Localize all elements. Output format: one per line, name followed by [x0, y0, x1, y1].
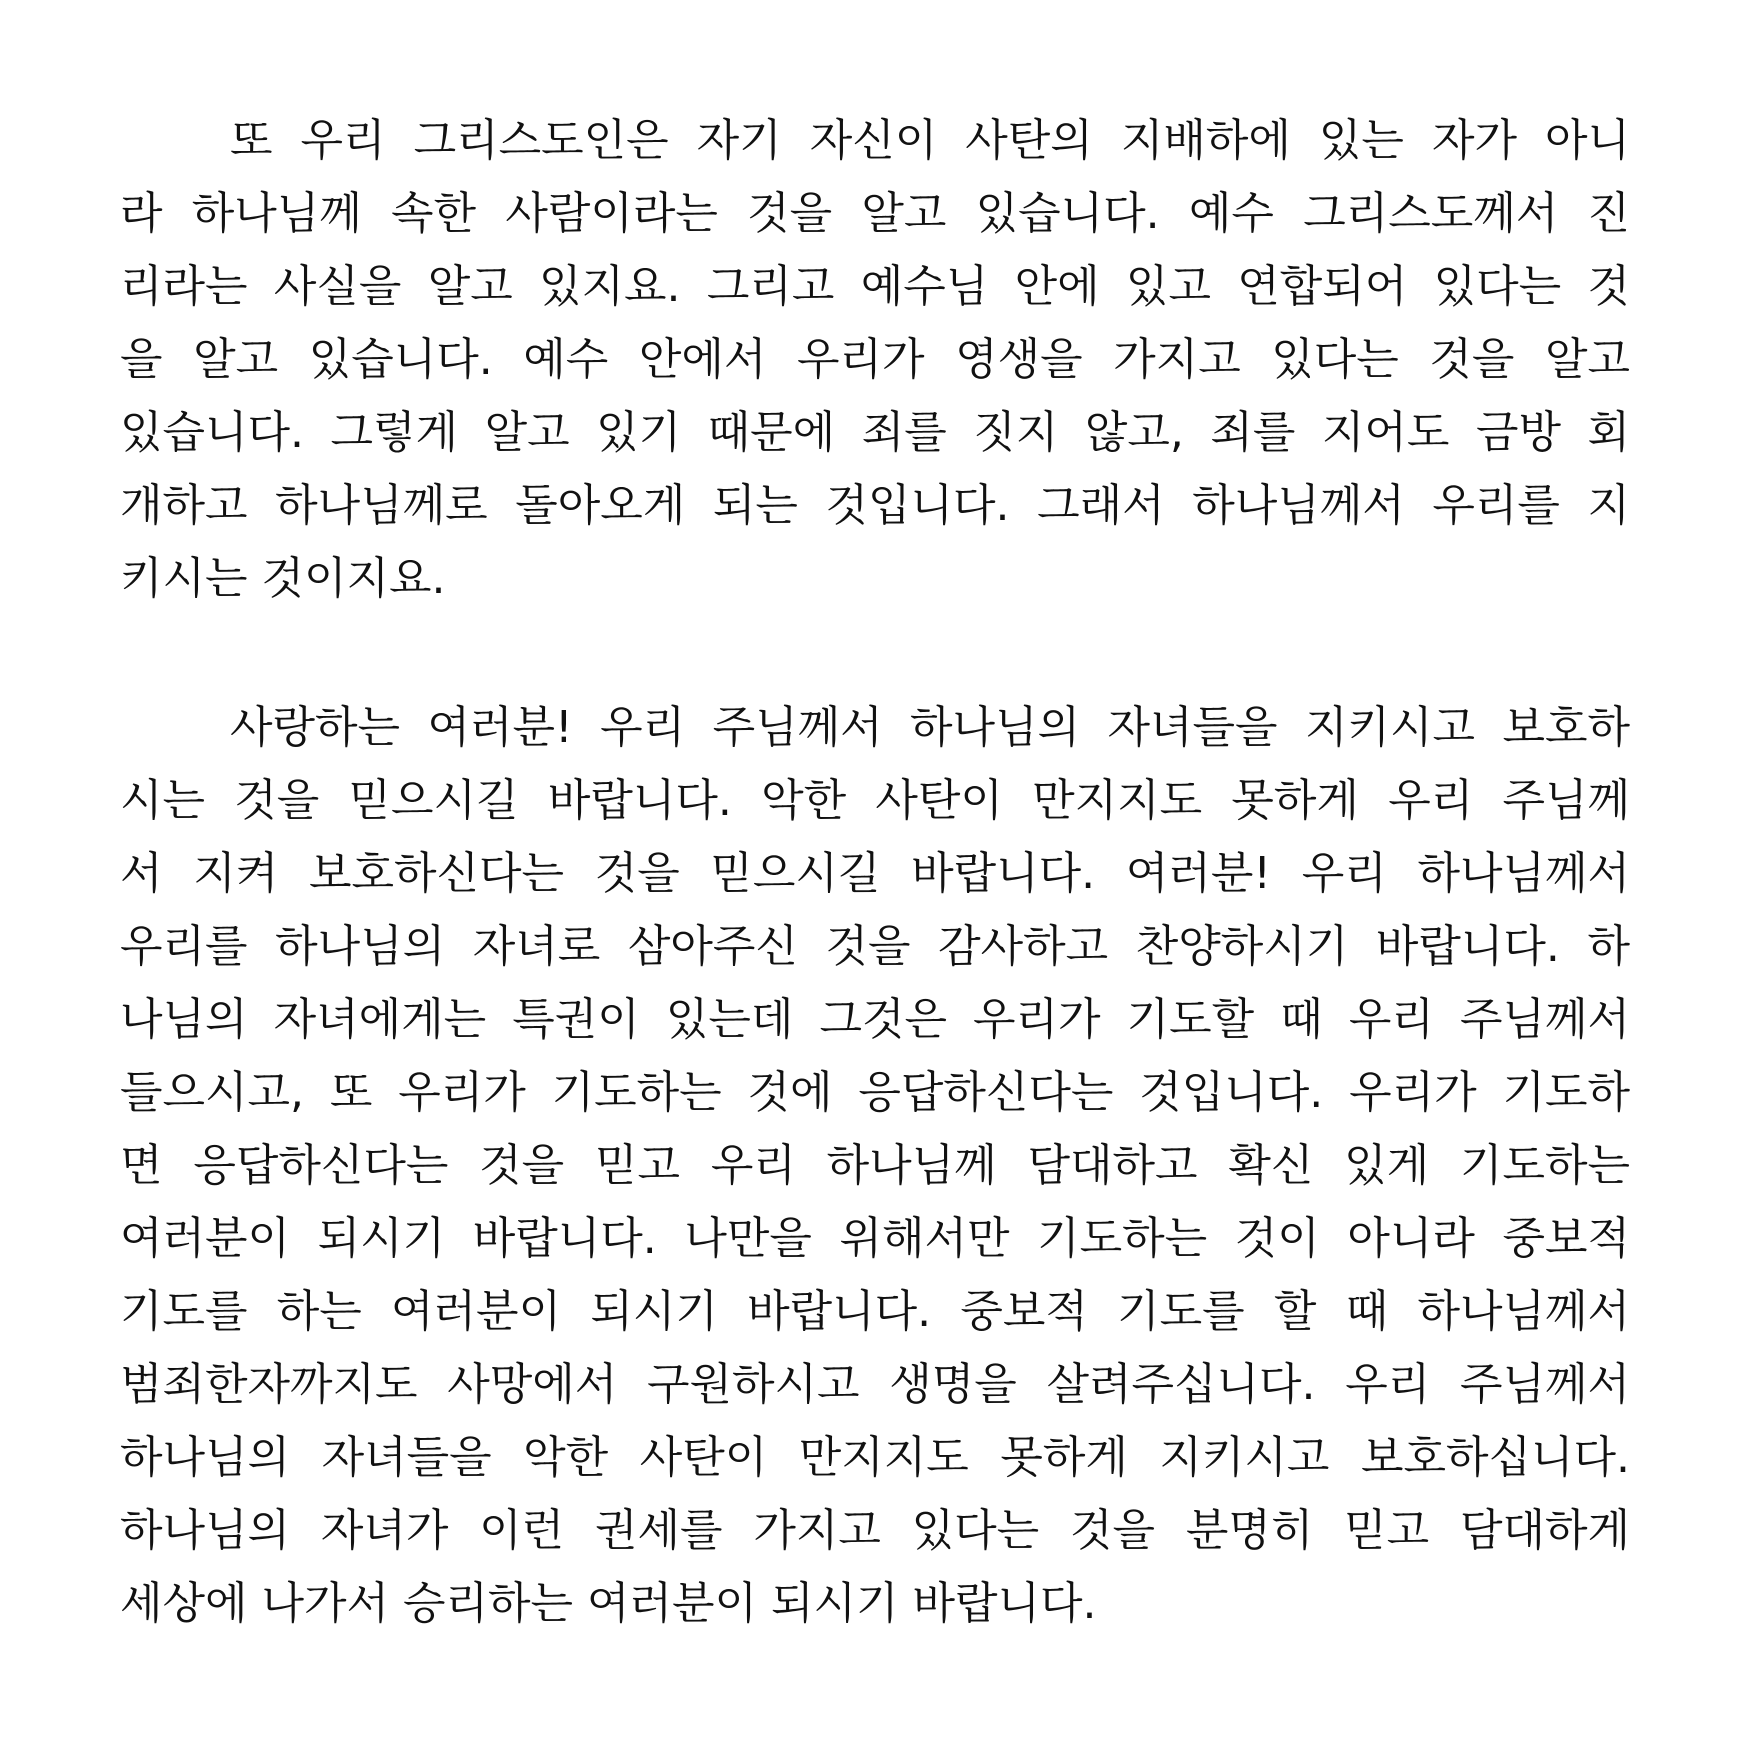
text-line: 서 지켜 보호하신다는 것을 믿으시길 바랍니다. 여러분! 우리 하나님께서: [120, 848, 1630, 899]
text-line: 하나님의 자녀가 이런 권세를 가지고 있다는 것을 분명히 믿고 담대하게: [120, 1505, 1630, 1556]
text-line: 사랑하는 여러분! 우리 주님께서 하나님의 자녀들을 지키시고 보호하: [230, 702, 1630, 753]
text-line: 면 응답하신다는 것을 믿고 우리 하나님께 담대하고 확신 있게 기도하는: [120, 1140, 1630, 1191]
text-line: 세상에 나가서 승리하는 여러분이 되시기 바랍니다.: [120, 1578, 1097, 1629]
text-line: 을 알고 있습니다. 예수 안에서 우리가 영생을 가지고 있다는 것을 알고: [120, 334, 1630, 385]
text-line: 범죄한자까지도 사망에서 구원하시고 생명을 살려주십니다. 우리 주님께서: [120, 1359, 1630, 1410]
text-line: 들으시고, 또 우리가 기도하는 것에 응답하신다는 것입니다. 우리가 기도하: [120, 1067, 1630, 1118]
text-line: 라 하나님께 속한 사람이라는 것을 알고 있습니다. 예수 그리스도께서 진: [120, 188, 1630, 239]
text-line: 또 우리 그리스도인은 자기 자신이 사탄의 지배하에 있는 자가 아니: [230, 115, 1630, 166]
text-line: 기도를 하는 여러분이 되시기 바랍니다. 중보적 기도를 할 때 하나님께서: [120, 1286, 1630, 1337]
text-line: 시는 것을 믿으시길 바랍니다. 악한 사탄이 만지지도 못하게 우리 주님께: [120, 775, 1630, 826]
text-line: 있습니다. 그렇게 알고 있기 때문에 죄를 짓지 않고, 죄를 지어도 금방 회: [120, 407, 1630, 458]
text-line: 여러분이 되시기 바랍니다. 나만을 위해서만 기도하는 것이 아니라 중보적: [120, 1213, 1630, 1264]
paragraph-1: [120, 104, 1630, 615]
text-line: 하나님의 자녀들을 악한 사탄이 만지지도 못하게 지키시고 보호하십니다.: [120, 1432, 1630, 1483]
text-line: 키시는 것이지요.: [120, 553, 446, 604]
paragraph-2: [120, 691, 1630, 1640]
text-line: 나님의 자녀에게는 특권이 있는데 그것은 우리가 기도할 때 우리 주님께서: [120, 994, 1630, 1045]
text-line: 우리를 하나님의 자녀로 삼아주신 것을 감사하고 찬양하시기 바랍니다. 하: [120, 921, 1630, 972]
text-line: 리라는 사실을 알고 있지요. 그리고 예수님 안에 있고 연합되어 있다는 것: [120, 261, 1630, 312]
text-line: 개하고 하나님께로 돌아오게 되는 것입니다. 그래서 하나님께서 우리를 지: [120, 480, 1630, 531]
